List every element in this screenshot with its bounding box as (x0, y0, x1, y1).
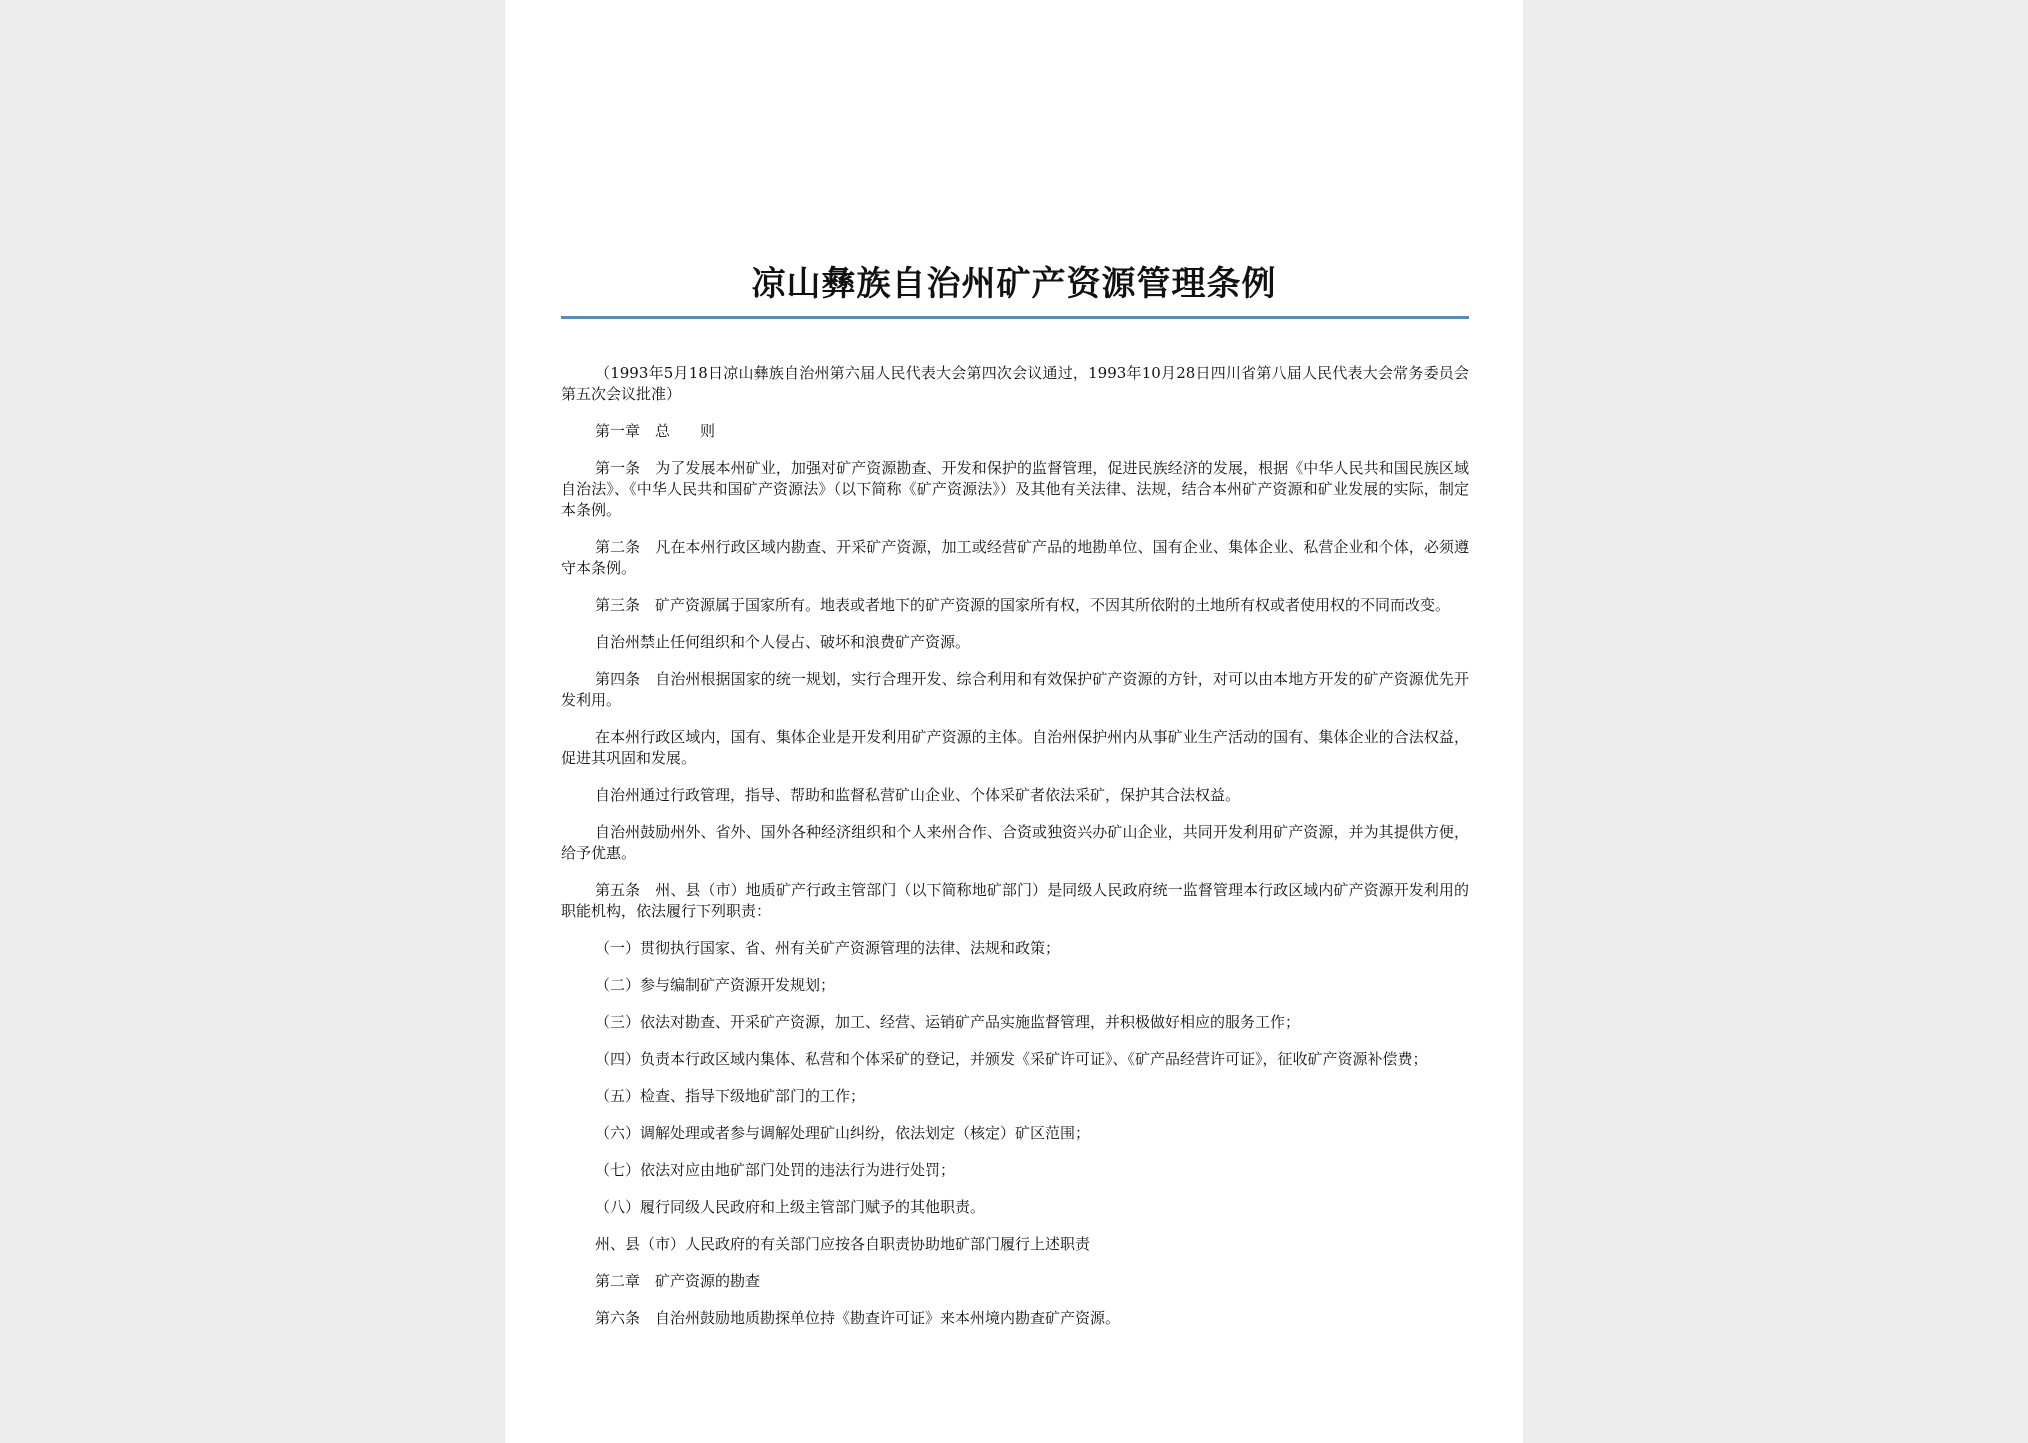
document-body (561, 363, 1469, 1345)
list-item: （六）调解处理或者参与调解处理矿山纠纷，依法划定（核定）矿区范围； (595, 1124, 1091, 1142)
list-item: （一）贯彻执行国家、省、州有关矿产资源管理的法律、法规和政策； (595, 939, 1061, 957)
title-underline (561, 316, 1469, 319)
list-item: （四）负责本行政区域内集体、私营和个体采矿的登记，并颁发《采矿许可证》、《矿产品经营许可证》，征收矿产资源补偿费； (595, 1050, 1428, 1068)
list-item: （五）检查、指导下级地矿部门的工作； (595, 1087, 866, 1105)
chapter-heading: 第一章 总 则 (595, 422, 716, 440)
list-item: （二）参与编制矿产资源开发规划； (595, 976, 836, 994)
article-paragraph: 第四条 自治州根据国家的统一规划，实行合理开发、综合利用和有效保护矿产资源的方针，对可以由本地方开发的矿产资源优先开发利用。 (561, 670, 1469, 709)
article-paragraph: 自治州通过行政管理，指导、帮助和监督私营矿山企业、个体采矿者依法采矿，保护其合法权益。 (595, 786, 1241, 804)
article-paragraph: 第二条 凡在本州行政区域内勘查、开采矿产资源，加工或经营矿产品的地勘单位、国有企业、集体企业、私营企业和个体，必须遵守本条例。 (561, 538, 1469, 577)
list-item: （三）依法对勘查、开采矿产资源，加工、经营、运销矿产品实施监督管理，并积极做好相应的服务工作； (595, 1013, 1301, 1031)
article-paragraph: 在本州行政区域内，国有、集体企业是开发利用矿产资源的主体。自治州保护州内从事矿业生产活动的国有、集体企业的合法权益，促进其巩固和发展。 (561, 728, 1469, 767)
article-paragraph: 第三条 矿产资源属于国家所有。地表或者地下的矿产资源的国家所有权，不因其所依附的土地所有权或者使用权的不同而改变。 (595, 596, 1451, 614)
article-paragraph: 第一条 为了发展本州矿业，加强对矿产资源勘查、开发和保护的监督管理，促进民族经济的发展，根据《中华人民共和国民族区域自治法》、《中华人民共和国矿产资源法》（以下简称《矿产资源法》）及其他有关法律、法规，结合本州矿产资源和矿业发展的实际，制定本条例。 (561, 459, 1469, 519)
article-paragraph: 第五条 州、县（市）地质矿产行政主管部门（以下简称地矿部门）是同级人民政府统一监督管理本行政区域内矿产资源开发利用的职能机构，依法履行下列职责： (561, 881, 1469, 920)
chapter-heading: 第二章 矿产资源的勘查 (595, 1272, 761, 1290)
preamble: （1993年5月18日凉山彝族自治州第六届人民代表大会第四次会议通过，1993年10月28日四川省第八届人民代表大会常务委员会第五次会议批准） (561, 364, 1469, 403)
article-paragraph: 第六条 自治州鼓励地质勘探单位持《勘查许可证》来本州境内勘查矿产资源。 (595, 1309, 1121, 1327)
article-paragraph: 自治州鼓励州外、省外、国外各种经济组织和个人来州合作、合资或独资兴办矿山企业，共同开发利用矿产资源，并为其提供方便，给予优惠。 (561, 823, 1469, 862)
article-paragraph: 自治州禁止任何组织和个人侵占、破坏和浪费矿产资源。 (595, 633, 971, 651)
list-item: （八）履行同级人民政府和上级主管部门赋予的其他职责。 (595, 1198, 986, 1216)
list-item: （七）依法对应由地矿部门处罚的违法行为进行处罚； (595, 1161, 956, 1179)
document-page (505, 0, 1523, 1443)
document-title: 凉山彝族自治州矿产资源管理条例 (751, 264, 1277, 304)
article-paragraph: 州、县（市）人民政府的有关部门应按各自职责协助地矿部门履行上述职责 (595, 1235, 1091, 1253)
